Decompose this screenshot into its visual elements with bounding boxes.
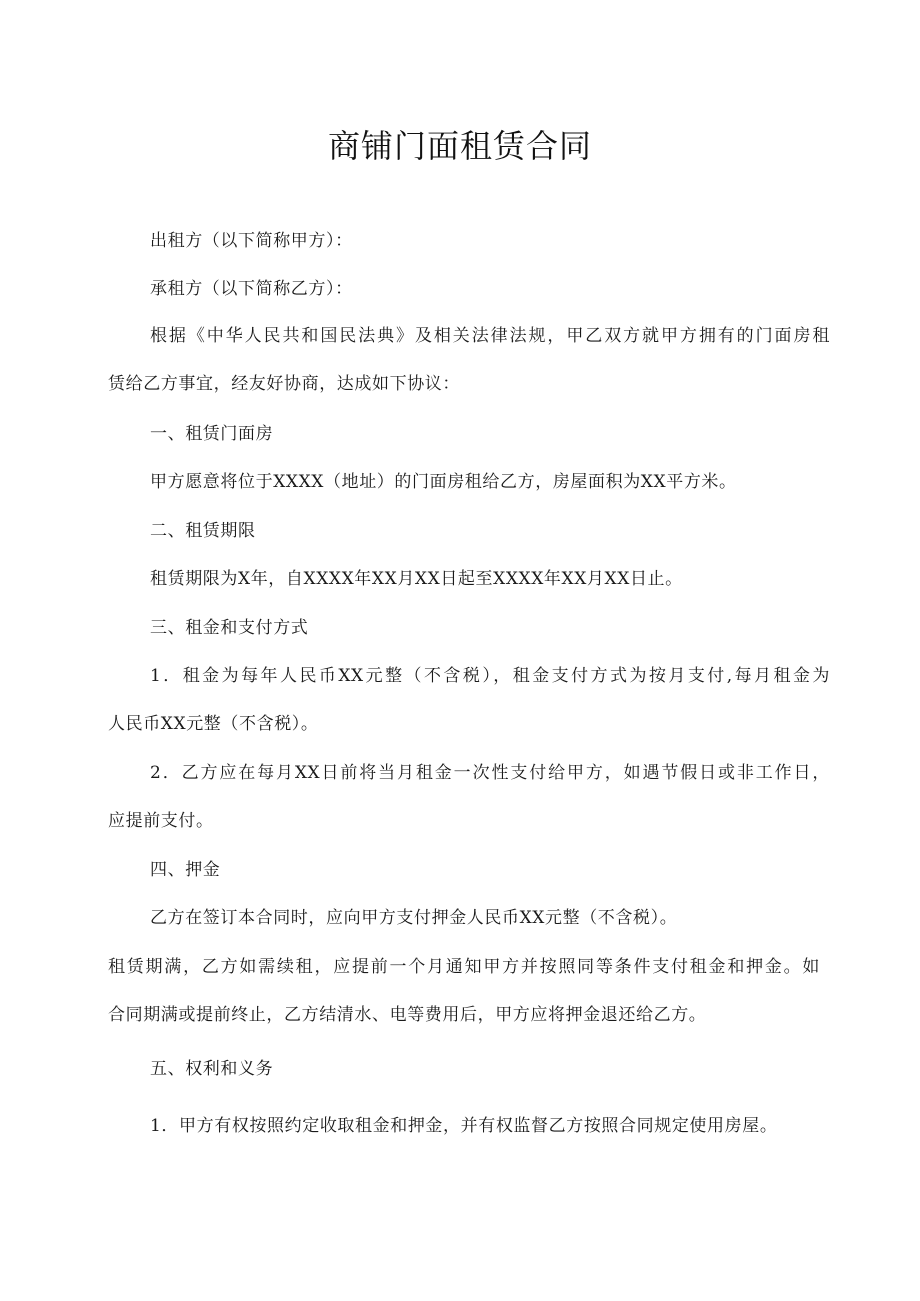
section-2-text: 租赁期限为X年，自XXXX年XX月XX日起至XXXX年XX月XX日止。 [150, 569, 683, 589]
section-4-heading: 四、押金 [150, 860, 221, 880]
section-3-heading: 三、租金和支付方式 [150, 618, 309, 638]
lessee-line: 承租方（以下简称乙方）： [150, 279, 353, 299]
section-3-item-2-line-1: 2．乙方应在每月XX日前将当月租金一次性支付给甲方，如遇节假日或非工作日， [150, 763, 830, 783]
lessor-line: 出租方（以下简称甲方）： [150, 231, 353, 251]
preamble-line-1: 根据《中华人民共和国民法典》及相关法律法规，甲乙双方就甲方拥有的门面房租 [150, 326, 830, 346]
document-title: 商铺门面租赁合同 [327, 127, 592, 165]
section-1-text: 甲方愿意将位于XXXX（地址）的门面房租给乙方，房屋面积为XX平方米。 [150, 472, 737, 492]
section-3-item-1-line-2: 人民币XX元整（不含税）。 [108, 714, 319, 734]
section-5-item-1: 1．甲方有权按照约定收取租金和押金，并有权监督乙方按照合同规定使用房屋。 [150, 1116, 778, 1136]
section-3-item-1-line-1: 1．租金为每年人民币XX元整（不含税），租金支付方式为按月支付,每月租金为 [150, 666, 830, 686]
section-4-text-1: 乙方在签订本合同时，应向甲方支付押金人民币XX元整（不含税）。 [150, 908, 678, 928]
section-5-heading: 五、权利和义务 [150, 1059, 274, 1079]
section-2-heading: 二、租赁期限 [150, 521, 256, 541]
section-4-text-2-line-1: 租赁期满，乙方如需续租，应提前一个月通知甲方并按照同等条件支付租金和押金。如 [108, 957, 820, 977]
section-3-item-2-line-2: 应提前支付。 [108, 811, 214, 831]
preamble-line-2: 赁给乙方事宜，经友好协商，达成如下协议： [108, 374, 460, 394]
section-4-text-2-line-2: 合同期满或提前终止，乙方结清水、电等费用后，甲方应将押金退还给乙方。 [108, 1005, 707, 1025]
section-1-heading: 一、租赁门面房 [150, 424, 274, 444]
